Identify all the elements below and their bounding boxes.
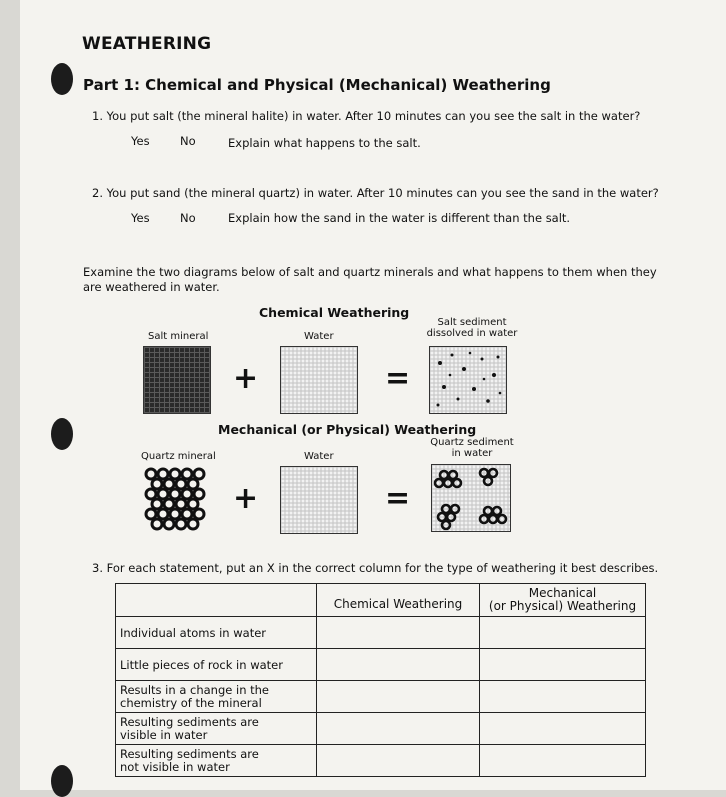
statement-text-line1: Results in a change in the — [120, 682, 270, 697]
statement-text: Little pieces of rock in water — [120, 657, 283, 672]
dissolved-particles — [430, 347, 506, 413]
statement-text-line2: not visible in water — [120, 759, 230, 774]
q1-explain-prompt: Explain what happens to the salt. — [228, 136, 421, 150]
quartz-mineral-image — [143, 466, 209, 532]
mechanical-answer-cell[interactable] — [480, 745, 646, 777]
examine-text-line1: Examine the two diagrams below of salt and quartz minerals and what happens to them when they — [83, 265, 657, 279]
quartz-sediment-label-line1: Quartz sediment — [430, 437, 514, 448]
water-label-2: Water — [304, 451, 334, 462]
part1-heading: Part 1: Chemical and Physical (Mechanical) Weathering — [83, 76, 551, 94]
mechanical-answer-cell[interactable] — [480, 681, 646, 713]
binder-hole — [51, 63, 73, 95]
statement-text-line1: Resulting sediments are — [120, 746, 259, 761]
table-row — [116, 649, 646, 681]
equals-sign-2: = — [385, 481, 411, 516]
quartz-mineral-label: Quartz mineral — [141, 451, 216, 462]
q2-yes-option[interactable]: Yes — [131, 211, 150, 225]
quartz-sediment-label-line2: in water — [451, 448, 493, 459]
chemical-answer-cell[interactable] — [317, 617, 480, 649]
table-header-mechanical-line1: Mechanical — [528, 586, 597, 600]
chemical-answer-cell[interactable] — [317, 649, 480, 681]
plus-sign-2: + — [233, 481, 259, 516]
statement-cell — [116, 681, 317, 713]
mechanical-answer-cell[interactable] — [480, 713, 646, 745]
examine-text-line2: are weathered in water. — [83, 280, 220, 294]
table-header-mechanical — [480, 584, 646, 617]
q1-no-option[interactable]: No — [180, 134, 196, 148]
table-header-mechanical-line2: (or Physical) Weathering — [488, 599, 637, 613]
salt-sediment-label-line1: Salt sediment — [437, 317, 507, 328]
chemical-answer-cell[interactable] — [317, 745, 480, 777]
q2-no-option[interactable]: No — [180, 211, 196, 225]
table-row — [116, 681, 646, 713]
water-image — [280, 346, 358, 414]
statement-text-line2: chemistry of the mineral — [120, 695, 262, 710]
quartz-fragments — [432, 465, 510, 531]
question-1: 1. You put salt (the mineral halite) in water. After 10 minutes can you see the salt in the water? — [92, 109, 641, 123]
mechanical-weathering-title: Mechanical (or Physical) Weathering — [218, 422, 477, 437]
statement-cell — [116, 745, 317, 777]
quartz-sediment-label — [424, 437, 520, 459]
q1-yes-option[interactable]: Yes — [131, 134, 150, 148]
salt-sediment-label — [424, 317, 520, 339]
chemical-answer-cell[interactable] — [317, 713, 480, 745]
plus-sign: + — [233, 361, 259, 396]
statement-text: Individual atoms in water — [120, 625, 267, 640]
q2-explain-prompt: Explain how the sand in the water is different than the salt. — [228, 211, 571, 225]
salt-mineral-image — [143, 346, 211, 414]
water-label: Water — [304, 331, 334, 342]
mechanical-answer-cell[interactable] — [480, 649, 646, 681]
table-row — [116, 713, 646, 745]
salt-sediment-label-line2: dissolved in water — [426, 328, 518, 339]
worksheet-title: WEATHERING — [82, 34, 212, 54]
binder-hole — [51, 418, 73, 450]
statement-cell — [116, 649, 317, 681]
water-image-2 — [280, 466, 358, 534]
table-header-chemical: Chemical Weathering — [317, 584, 480, 617]
chemical-answer-cell[interactable] — [317, 681, 480, 713]
chemical-weathering-title: Chemical Weathering — [259, 305, 410, 320]
table-row — [116, 745, 646, 777]
statement-cell — [116, 617, 317, 649]
statement-cell — [116, 713, 317, 745]
mechanical-answer-cell[interactable] — [480, 617, 646, 649]
statement-text-line2: visible in water — [120, 727, 208, 742]
quartz-hex-lattice — [143, 466, 209, 532]
statement-text-line1: Resulting sediments are — [120, 714, 259, 729]
salt-mineral-label: Salt mineral — [148, 331, 209, 342]
salt-sediment-image — [429, 346, 507, 414]
question-3: 3. For each statement, put an X in the correct column for the type of weathering it best describes. — [92, 561, 659, 575]
weathering-table — [115, 583, 646, 777]
table-row — [116, 617, 646, 649]
table-header-statement — [116, 584, 317, 617]
question-2: 2. You put sand (the mineral quartz) in water. After 10 minutes can you see the sand in the water? — [92, 186, 659, 200]
quartz-sediment-image — [431, 464, 511, 532]
binder-hole — [51, 765, 73, 797]
equals-sign: = — [385, 361, 411, 396]
